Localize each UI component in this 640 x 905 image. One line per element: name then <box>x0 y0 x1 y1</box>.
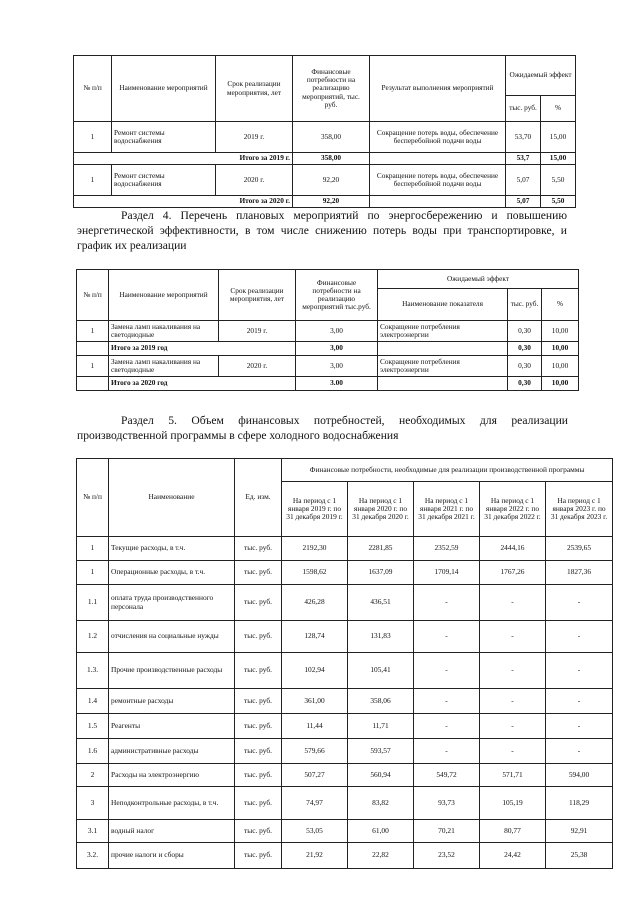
col-header-effect: Ожидаемый эффект <box>378 270 579 289</box>
total-pct: 15,00 <box>541 153 576 165</box>
table-row <box>77 820 613 843</box>
row-value: - <box>480 714 546 739</box>
row-value: 92,91 <box>546 820 613 843</box>
col-header-period-2022: На период с 1 января 2022 г. по 31 декабря 2022 г. <box>480 482 546 537</box>
row-indicator: Сокращение потребления электроэнергии <box>378 356 508 377</box>
row-num: 3 <box>77 787 109 820</box>
row-pct: 10,00 <box>542 321 579 342</box>
table-row <box>77 653 613 689</box>
table-row <box>77 689 613 714</box>
row-num: 1 <box>77 561 109 585</box>
row-value: - <box>480 621 546 653</box>
row-value: 436,51 <box>348 585 414 621</box>
table-row <box>77 321 579 342</box>
table-row <box>74 122 576 153</box>
row-value: 118,29 <box>546 787 613 820</box>
row-num: 1 <box>74 122 112 153</box>
total-unit: 0,30 <box>508 342 542 356</box>
row-value: 74,97 <box>282 787 348 820</box>
col-header-name: Наименование <box>109 459 235 537</box>
row-unit: тыс. руб. <box>235 787 282 820</box>
row-value: 579,66 <box>282 739 348 764</box>
table-row <box>74 165 576 196</box>
row-unit: тыс. руб. <box>235 653 282 689</box>
row-value: 361,00 <box>282 689 348 714</box>
row-value: - <box>546 689 613 714</box>
row-value: 105,41 <box>348 653 414 689</box>
water-measures-table <box>73 55 576 208</box>
table-row <box>77 356 579 377</box>
col-header-result: Результат выполнения мероприятий <box>370 56 506 122</box>
row-num: 1.2 <box>77 621 109 653</box>
row-value: 80,77 <box>480 820 546 843</box>
row-value: 426,28 <box>282 585 348 621</box>
row-name: отчисления на социальные нужды <box>109 621 235 653</box>
row-unit: 5,07 <box>506 165 541 196</box>
row-value: 549,72 <box>414 764 480 787</box>
row-value: 11,44 <box>282 714 348 739</box>
total-label: Итого за 2019 год <box>109 342 296 356</box>
total-finance: 92,20 <box>293 196 370 208</box>
row-unit: тыс. руб. <box>235 537 282 561</box>
row-result: Сокращение потерь воды, обеспечение бесперебойной подачи воды <box>370 165 506 196</box>
row-value: 1709,14 <box>414 561 480 585</box>
row-name: административные расходы <box>109 739 235 764</box>
total-pct: 10,00 <box>542 342 579 356</box>
row-value: - <box>414 653 480 689</box>
row-value: 1637,09 <box>348 561 414 585</box>
row-num: 3.2. <box>77 843 109 869</box>
col-header-finance: Финансовые потребности на реализацию мероприятий тыс.руб. <box>296 270 378 321</box>
row-value: 593,57 <box>348 739 414 764</box>
row-value: 131,83 <box>348 621 414 653</box>
financial-needs-table <box>76 458 613 869</box>
col-header-num: № п/п <box>74 56 112 122</box>
row-value: 2539,65 <box>546 537 613 561</box>
row-value: 102,94 <box>282 653 348 689</box>
row-value: - <box>414 714 480 739</box>
row-indicator: Сокращение потребления электроэнергии <box>378 321 508 342</box>
row-name: Ремонт системы водоснабжения <box>112 122 216 153</box>
row-pct: 10,00 <box>542 356 579 377</box>
row-value: 2352,59 <box>414 537 480 561</box>
section-5-heading: Раздел 5. Объем финансовых потребностей, необходимых для реализации производственной программы в сфере холодного водоснабжения <box>77 414 568 442</box>
total-unit: 53,7 <box>506 153 541 165</box>
total-finance: 3.00 <box>296 377 378 391</box>
col-header-period-2023: На период с 1 января 2023 г. по 31 декабря 2023 г. <box>546 482 613 537</box>
row-value: 25,38 <box>546 843 613 869</box>
total-finance: 3,00 <box>296 342 378 356</box>
total-row <box>74 196 576 208</box>
row-term: 2019 г. <box>219 321 296 342</box>
row-name: Замена ламп накаливания на светодиодные <box>109 356 219 377</box>
row-value: 560,94 <box>348 764 414 787</box>
row-value: - <box>414 621 480 653</box>
col-header-num: № п/п <box>77 270 109 321</box>
row-name: ремонтные расходы <box>109 689 235 714</box>
row-num: 1.6 <box>77 739 109 764</box>
row-value: - <box>414 739 480 764</box>
total-unit: 5,07 <box>506 196 541 208</box>
row-value: 22,82 <box>348 843 414 869</box>
col-header-pct: % <box>542 289 579 321</box>
total-empty <box>370 153 506 165</box>
row-pct: 15,00 <box>541 122 576 153</box>
row-unit: тыс. руб. <box>235 621 282 653</box>
row-value: - <box>546 621 613 653</box>
total-unit: 0,30 <box>508 377 542 391</box>
table-row <box>77 843 613 869</box>
total-empty <box>378 377 508 391</box>
row-unit: тыс. руб. <box>235 585 282 621</box>
col-header-name: Наименование мероприятий <box>112 56 216 122</box>
col-header-pct: % <box>541 96 576 122</box>
row-unit: тыс. руб. <box>235 561 282 585</box>
col-header-period-2021: На период с 1 января 2021 г. по 31 декабря 2021 г. <box>414 482 480 537</box>
row-num: 1.1 <box>77 585 109 621</box>
row-finance: 3,00 <box>296 321 378 342</box>
total-label: Итого за 2019 г. <box>74 153 293 165</box>
row-value: - <box>480 585 546 621</box>
row-finance: 3,00 <box>296 356 378 377</box>
total-finance: 358,00 <box>293 153 370 165</box>
row-num: 1 <box>77 356 109 377</box>
row-value: 83,82 <box>348 787 414 820</box>
row-value: 358,06 <box>348 689 414 714</box>
total-empty <box>370 196 506 208</box>
col-header-group: Финансовые потребности, необходимые для реализации производственной программы <box>282 459 613 482</box>
col-header-num: № п/п <box>77 459 109 537</box>
row-unit: тыс. руб. <box>235 739 282 764</box>
row-name: Замена ламп накаливания на светодиодные <box>109 321 219 342</box>
row-finance: 92,20 <box>293 165 370 196</box>
row-value: 571,71 <box>480 764 546 787</box>
row-value: 128,74 <box>282 621 348 653</box>
row-result: Сокращение потерь воды, обеспечение бесперебойной подачи воды <box>370 122 506 153</box>
row-value: 594,00 <box>546 764 613 787</box>
row-value: - <box>414 585 480 621</box>
row-name: Текущие расходы, в т.ч. <box>109 537 235 561</box>
row-term: 2020 г. <box>216 165 293 196</box>
row-value: 11,71 <box>348 714 414 739</box>
row-value: - <box>546 653 613 689</box>
table-row <box>77 714 613 739</box>
table-row <box>77 739 613 764</box>
row-name: водный налог <box>109 820 235 843</box>
row-num: 1.3. <box>77 653 109 689</box>
row-name: Ремонт системы водоснабжения <box>112 165 216 196</box>
row-term: 2019 г. <box>216 122 293 153</box>
col-header-unit: тыс. руб. <box>508 289 542 321</box>
row-unit: тыс. руб. <box>235 843 282 869</box>
row-num: 1 <box>77 321 109 342</box>
row-value: 61,00 <box>348 820 414 843</box>
row-name: Реагенты <box>109 714 235 739</box>
row-unit: тыс. руб. <box>235 764 282 787</box>
row-value: 507,27 <box>282 764 348 787</box>
row-value: 1827,36 <box>546 561 613 585</box>
row-value: 21,92 <box>282 843 348 869</box>
row-value: 23,52 <box>414 843 480 869</box>
row-unit: 0,30 <box>508 321 542 342</box>
col-header-effect: Ожидаемый эффект <box>506 56 576 96</box>
total-empty <box>77 377 109 391</box>
col-header-period-2020: На период с 1 января 2020 г. по 31 декабря 2020 г. <box>348 482 414 537</box>
row-unit: тыс. руб. <box>235 820 282 843</box>
row-name: Прочие производственные расходы <box>109 653 235 689</box>
row-name: Расходы на электроэнергию <box>109 764 235 787</box>
col-header-unit: тыс. руб. <box>506 96 541 122</box>
row-value: - <box>546 585 613 621</box>
row-value: - <box>546 714 613 739</box>
row-pct: 5,50 <box>541 165 576 196</box>
energy-measures-table <box>76 269 579 391</box>
table-row <box>77 621 613 653</box>
row-num: 1.5 <box>77 714 109 739</box>
row-name: прочие налоги и сборы <box>109 843 235 869</box>
total-pct: 10,00 <box>542 377 579 391</box>
row-value: 93,73 <box>414 787 480 820</box>
row-value: - <box>480 653 546 689</box>
row-num: 1 <box>77 537 109 561</box>
total-label: Итого за 2020 год <box>109 377 296 391</box>
col-header-unit: Ед. изм. <box>235 459 282 537</box>
row-name: Операционные расходы, в т.ч. <box>109 561 235 585</box>
table-row <box>77 585 613 621</box>
row-name: оплата труда производственного персонала <box>109 585 235 621</box>
row-name: Неподконтрольные расходы, в т.ч. <box>109 787 235 820</box>
total-pct: 5,50 <box>541 196 576 208</box>
col-header-name: Наименование мероприятий <box>109 270 219 321</box>
row-value: 2192,30 <box>282 537 348 561</box>
table-row <box>77 561 613 585</box>
row-unit: 0,30 <box>508 356 542 377</box>
row-value: - <box>480 739 546 764</box>
row-value: 2444,16 <box>480 537 546 561</box>
row-value: 1767,26 <box>480 561 546 585</box>
row-unit: тыс. руб. <box>235 714 282 739</box>
row-value: 53,05 <box>282 820 348 843</box>
row-num: 1.4 <box>77 689 109 714</box>
row-num: 3.1 <box>77 820 109 843</box>
total-row <box>74 153 576 165</box>
total-empty <box>77 342 109 356</box>
row-value: - <box>480 689 546 714</box>
col-header-term: Срок реализации мероприятия, лет <box>219 270 296 321</box>
col-header-indicator: Наименование показателя <box>378 289 508 321</box>
col-header-finance: Финансовые потребности на реализацию мероприятий, тыс. руб. <box>293 56 370 122</box>
total-row <box>77 377 579 391</box>
table-row <box>77 537 613 561</box>
row-term: 2020 г. <box>219 356 296 377</box>
row-value: - <box>414 689 480 714</box>
row-num: 1 <box>74 165 112 196</box>
row-value: 24,42 <box>480 843 546 869</box>
row-finance: 358,00 <box>293 122 370 153</box>
row-unit: 53,70 <box>506 122 541 153</box>
row-value: 1598,62 <box>282 561 348 585</box>
col-header-period-2019: На период с 1 января 2019 г. по 31 декабря 2019 г. <box>282 482 348 537</box>
total-label: Итого за 2020 г. <box>74 196 293 208</box>
section-4-heading: Раздел 4. Перечень плановых мероприятий по энергосбережению и повышению энергетической эффективности, в том числе снижению потерь воды при транспортировке, и график их реализации <box>77 209 567 252</box>
row-value: - <box>546 739 613 764</box>
total-row <box>77 342 579 356</box>
row-value: 70,21 <box>414 820 480 843</box>
row-value: 105,19 <box>480 787 546 820</box>
row-value: 2281,85 <box>348 537 414 561</box>
row-unit: тыс. руб. <box>235 689 282 714</box>
table-row <box>77 787 613 820</box>
total-empty <box>378 342 508 356</box>
col-header-term: Срок реализации мероприятия, лет <box>216 56 293 122</box>
row-num: 2 <box>77 764 109 787</box>
table-row <box>77 764 613 787</box>
